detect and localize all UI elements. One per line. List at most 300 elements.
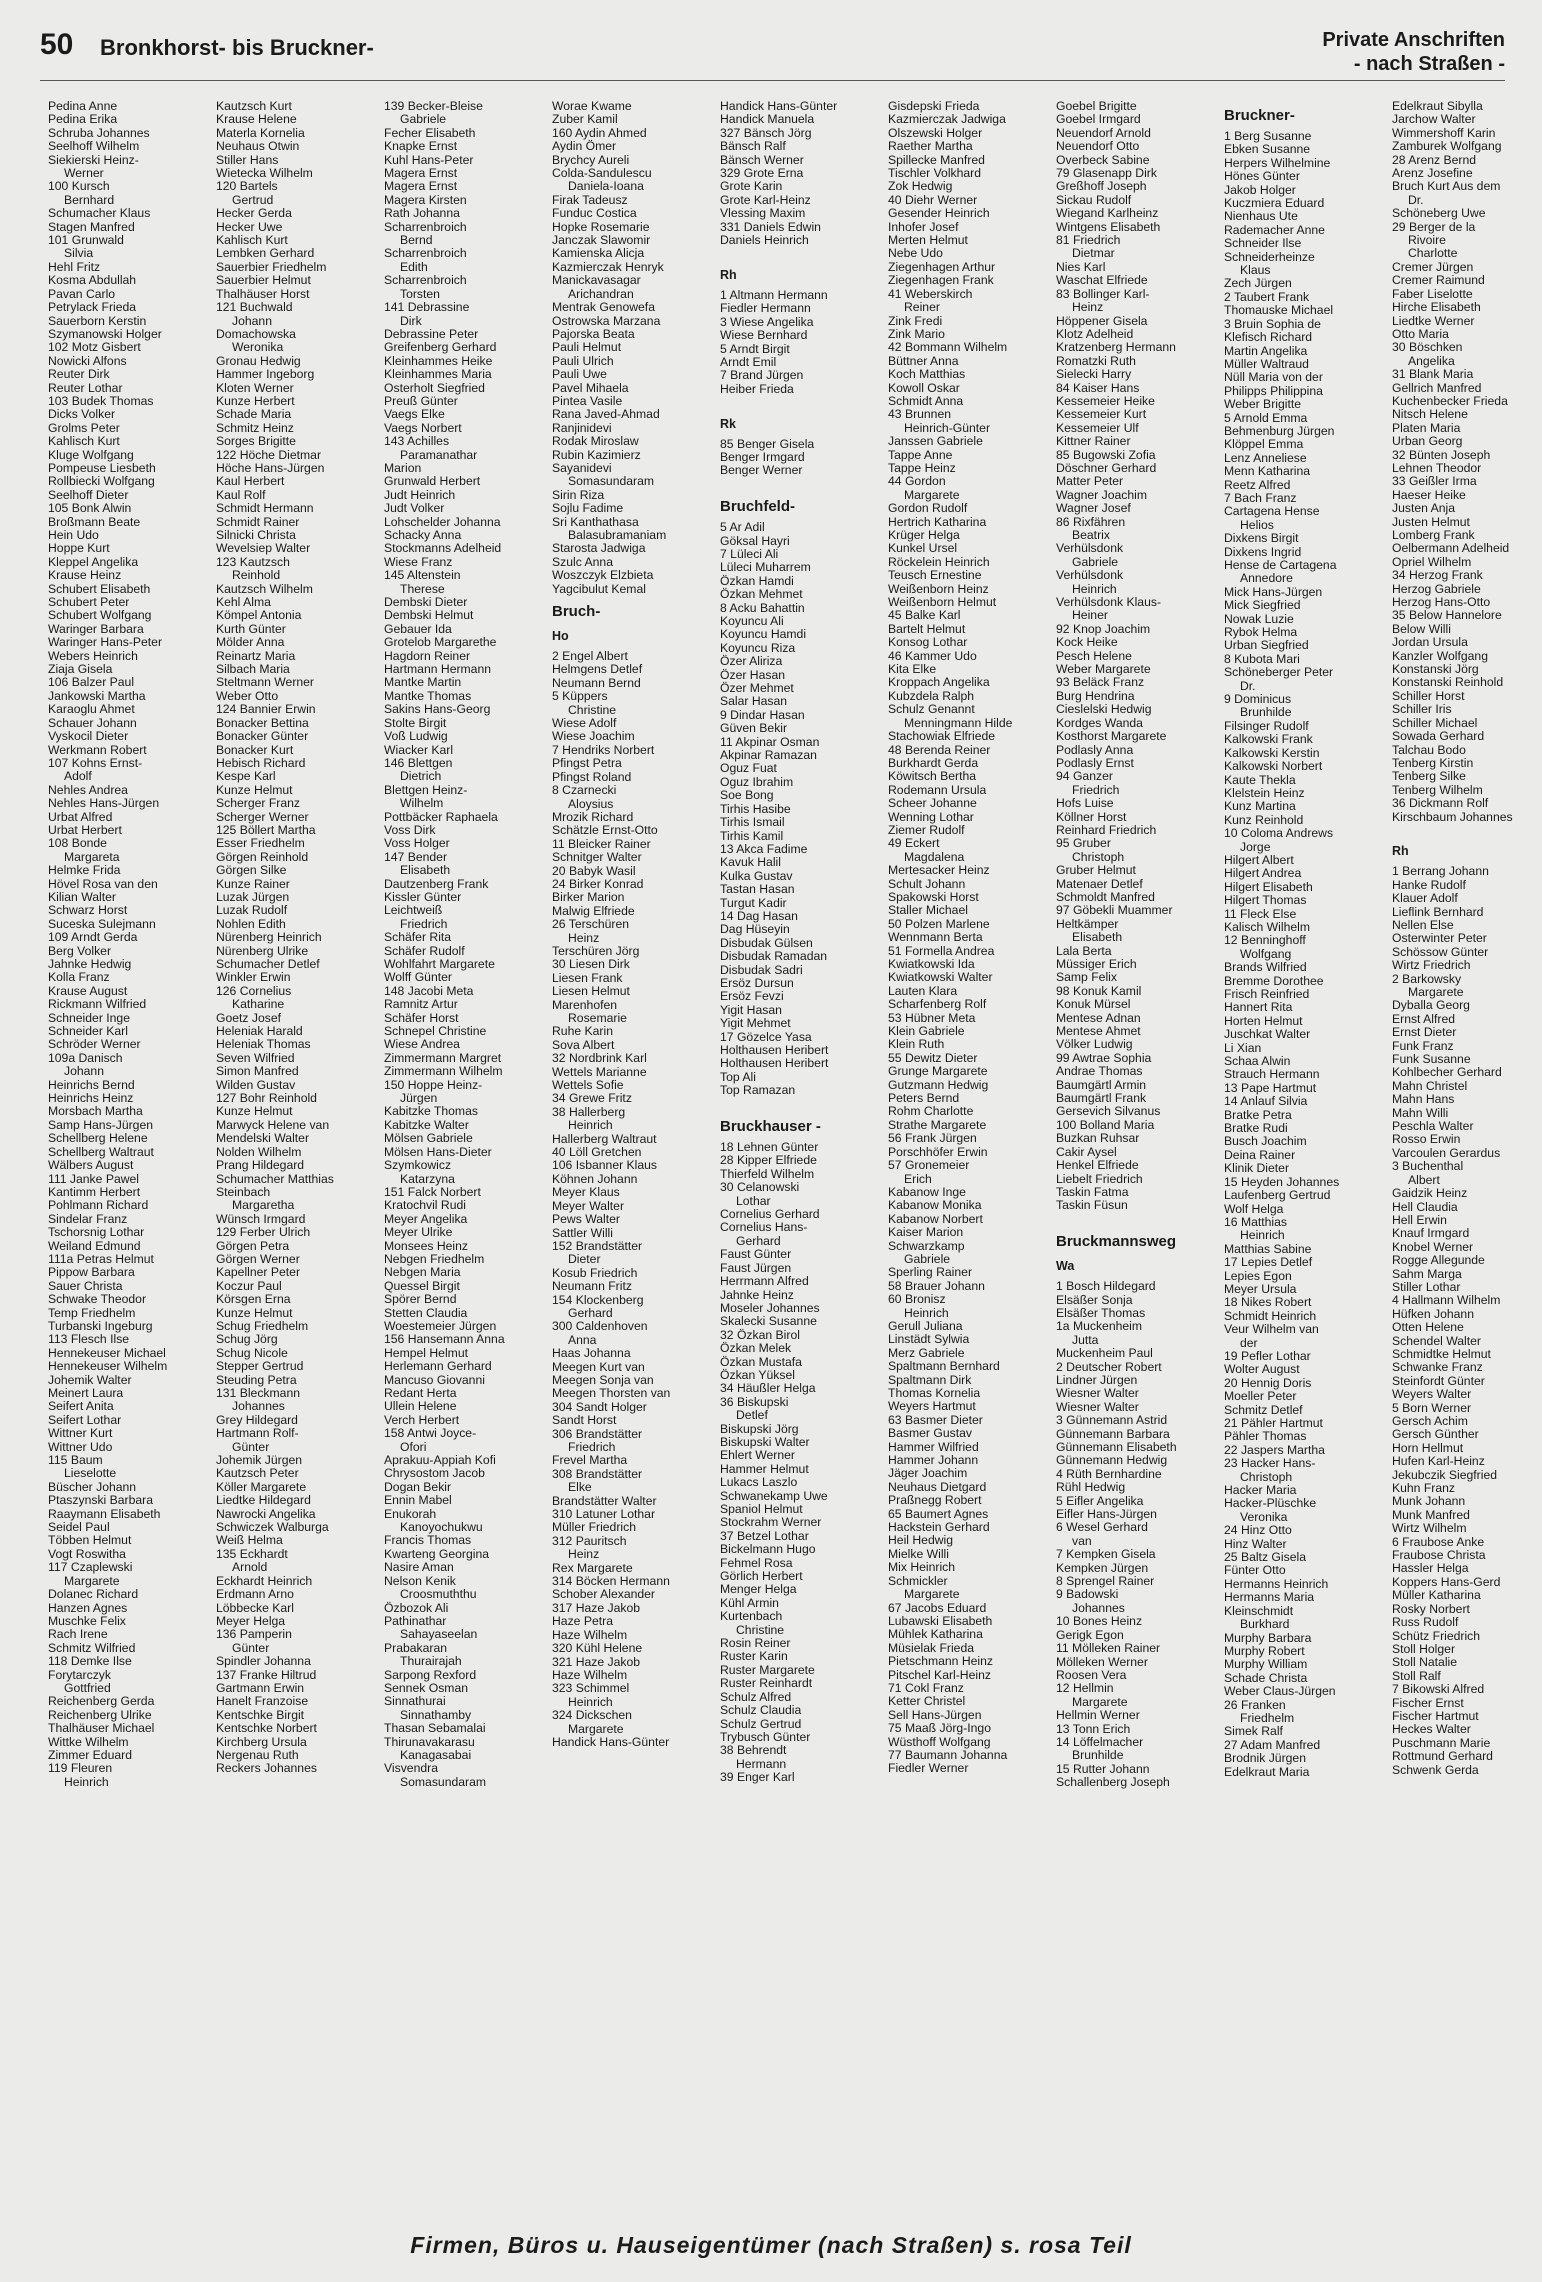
resident-entry: 6 Fraubose Anke <box>1392 1534 1485 1549</box>
resident-entry: Podlasly Ernst <box>1056 755 1134 770</box>
resident-entry: Spillecke Manfred <box>888 152 985 167</box>
resident-entry: Kuhl Hans-Peter <box>384 152 474 167</box>
resident-entry-continuation: Brunhilde <box>1072 1748 1124 1763</box>
resident-entry: Seelhoff Wilhelm <box>48 139 140 154</box>
resident-entry-continuation: Somasundaram <box>568 474 655 489</box>
resident-entry: Konuk Mürsel <box>1056 997 1131 1012</box>
resident-entry: Sowada Gerhard <box>1392 729 1485 744</box>
resident-entry: Osterholt Siegfried <box>384 380 485 395</box>
resident-entry-continuation: Lothar <box>736 1193 771 1208</box>
resident-entry: Koch Matthias <box>888 367 966 382</box>
resident-entry: 118 Demke Ilse <box>48 1654 132 1669</box>
resident-entry: Fischer Ernst <box>1392 1695 1464 1710</box>
resident-entry: Meyer Angelika <box>384 1211 468 1226</box>
resident-entry: Schumacher Klaus <box>48 206 151 221</box>
resident-entry: 141 Debrassine <box>384 300 470 315</box>
header-rule <box>40 80 1505 81</box>
resident-entry: Konsog Lothar <box>888 635 968 650</box>
resident-entry: 56 Frank Jürgen <box>888 1131 977 1146</box>
resident-entry: Schwake Theodor <box>48 1292 147 1307</box>
resident-entry: Goetz Josef <box>216 1010 282 1025</box>
resident-entry: Pauli Helmut <box>552 340 622 355</box>
resident-entry: 32 Nordbrink Karl <box>552 1051 647 1066</box>
resident-entry: Top Ramazan <box>720 1083 796 1098</box>
resident-entry: Reuter Lothar <box>48 380 123 395</box>
resident-entry: Urbat Alfred <box>48 809 113 824</box>
resident-entry: Merten Helmut <box>888 233 968 248</box>
resident-entry: Szymanowski Holger <box>48 326 162 341</box>
resident-entry: 48 Berenda Reiner <box>888 742 991 757</box>
resident-entry-continuation: Edith <box>400 259 428 274</box>
resident-entry: Schmitz Wilfried <box>48 1640 136 1655</box>
resident-entry: Klelstein Heinz <box>1224 785 1305 800</box>
resident-entry-continuation: Gerhard <box>568 1305 613 1320</box>
resident-entry: Heleniak Harald <box>216 1024 303 1039</box>
resident-entry: Wettels Marianne <box>552 1064 647 1079</box>
resident-entry: 13 Tonn Erich <box>1056 1721 1131 1736</box>
resident-entry: Hilgert Albert <box>1224 852 1294 867</box>
resident-entry: Schug Friedhelm <box>216 1318 309 1333</box>
resident-entry: Meyer Ulrike <box>384 1225 453 1240</box>
resident-entry: 15 Heyden Johannes <box>1224 1174 1340 1189</box>
resident-entry: Strathe Margarete <box>888 1117 987 1132</box>
resident-entry-continuation: Reiner <box>904 300 940 315</box>
resident-entry-continuation: Margarete <box>568 1721 624 1736</box>
resident-entry: Wimmershoff Karin <box>1392 125 1496 140</box>
resident-entry: Klöppel Emma <box>1224 437 1304 452</box>
resident-entry: 43 Brunnen <box>888 407 952 422</box>
resident-entry: Pews Walter <box>552 1212 620 1227</box>
resident-entry: Kunze Helmut <box>216 1104 293 1119</box>
resident-entry: Schneider Inge <box>48 1010 130 1025</box>
resident-entry: Neumann Bernd <box>552 675 641 690</box>
resident-entry: Ketter Christel <box>888 1694 966 1709</box>
resident-entry: Tappe Heinz <box>888 460 956 475</box>
resident-entry: 156 Hansemann Anna <box>384 1332 505 1347</box>
resident-entry: Schulz Genannt <box>888 702 975 717</box>
resident-entry: 9 Badowski <box>1056 1587 1119 1602</box>
resident-entry: Kleinhammes Maria <box>384 367 492 382</box>
section-title-line2: - nach Straßen - <box>1353 53 1505 75</box>
resident-entry: Talchau Bodo <box>1392 742 1466 757</box>
resident-entry: Johemik Jürgen <box>216 1453 303 1468</box>
resident-entry: Janssen Gabriele <box>888 434 983 449</box>
resident-entry: Fischer Hartmut <box>1392 1708 1479 1723</box>
resident-entry: 3 Bruin Sophia de <box>1224 316 1321 331</box>
resident-entry: 310 Latuner Lothar <box>552 1507 655 1522</box>
resident-entry: Gersevich Silvanus <box>1056 1104 1161 1119</box>
resident-entry: Esser Friedhelm <box>216 836 305 851</box>
resident-entry: 84 Kaiser Hans <box>1056 380 1140 395</box>
resident-entry: Disbudak Sadri <box>720 962 803 977</box>
resident-entry: Urbat Herbert <box>48 822 122 837</box>
resident-entry: 145 Altenstein <box>384 568 461 583</box>
resident-entry: Kirschbaum Johannes <box>1392 809 1513 824</box>
resident-entry-continuation: Margarete <box>904 1587 960 1602</box>
resident-entry: Dogan Bekir <box>384 1479 452 1494</box>
resident-entry: Sayanidevi <box>552 460 612 475</box>
resident-entry-continuation: Katharine <box>232 997 285 1012</box>
resident-entry: Weber Claus-Jürgen <box>1224 1684 1336 1699</box>
resident-entry: Pedina Anne <box>48 100 118 113</box>
resident-entry: Gerigk Egon <box>1056 1627 1124 1642</box>
resident-entry: 11 Akpinar Osman <box>720 734 820 749</box>
resident-entry: Kautzsch Kurt <box>216 100 292 113</box>
resident-entry-continuation: Hermann <box>736 1756 787 1771</box>
resident-entry: Kwiatkowski Ida <box>888 957 975 971</box>
resident-entry: Schellberg Helene <box>48 1131 148 1146</box>
resident-entry: Thalhäuser Horst <box>216 286 310 301</box>
resident-entry: 139 Becker-Bleise <box>384 100 483 113</box>
resident-entry: Sennek Osman <box>384 1680 469 1695</box>
resident-entry: Wiese Joachim <box>552 729 635 744</box>
resident-entry: Cakir Aysel <box>1056 1144 1117 1159</box>
resident-entry: Kautzsch Wilhelm <box>216 581 313 596</box>
resident-entry: Haze Petra <box>552 1614 613 1629</box>
resident-entry: Judt Heinrich <box>384 487 456 502</box>
resident-entry: 50 Polzen Marlene <box>888 916 990 931</box>
resident-entry: Büscher Johann <box>48 1479 137 1494</box>
resident-entry: Liedtke Werner <box>1392 313 1475 328</box>
resident-entry: Siekierski Heinz- <box>48 152 139 167</box>
resident-entry: Laufenberg Gertrud <box>1224 1188 1331 1203</box>
resident-entry: 103 Budek Thomas <box>48 393 154 408</box>
resident-entry: Yigit Mehmet <box>720 1016 791 1031</box>
resident-entry: Reinhard Friedrich <box>1056 822 1157 837</box>
resident-entry-continuation: Brunhilde <box>1240 705 1292 720</box>
resident-entry: Brychcy Aureli <box>552 152 630 167</box>
resident-entry: Platen Maria <box>1392 420 1461 435</box>
resident-entry: 7 Bikowski Alfred <box>1392 1682 1485 1697</box>
resident-entry: Fehmel Rosa <box>720 1555 793 1570</box>
resident-entry: Disbudak Gülsen <box>720 935 813 950</box>
resident-entry: Hammer Ingeborg <box>216 367 315 382</box>
resident-entry-continuation: Elisabeth <box>1072 930 1123 945</box>
resident-entry: Rubin Kazimierz <box>552 447 641 462</box>
resident-entry: Goebel Brigitte <box>1056 100 1137 113</box>
street-section-marker: Wa <box>1056 1259 1075 1274</box>
resident-entry: Verhülsdonk <box>1056 541 1124 556</box>
resident-entry: Menger Helga <box>720 1582 797 1597</box>
resident-entry: Scherger Werner <box>216 809 309 824</box>
resident-entry: Dixkens Ingrid <box>1224 544 1302 559</box>
resident-entry: Schulz Claudia <box>720 1703 802 1718</box>
resident-entry: Eifler Hans-Jürgen <box>1056 1507 1157 1522</box>
resident-entry: Neuendorf Otto <box>1056 139 1140 154</box>
resident-entry: Visvendra <box>384 1761 438 1776</box>
resident-entry: Gordon Rudolf <box>888 501 968 516</box>
resident-entry: Wettels Sofie <box>552 1078 624 1093</box>
resident-entry: Daniels Heinrich <box>720 233 809 248</box>
resident-entry: Reichenberg Gerda <box>48 1694 155 1709</box>
resident-entry: Fünter Otto <box>1224 1563 1286 1578</box>
resident-entry: 83 Bollinger Karl- <box>1056 286 1150 301</box>
resident-entry: 97 Göbekli Muammer <box>1056 903 1173 918</box>
resident-entry: Brands Wilfried <box>1224 960 1307 975</box>
resident-entry: Funduc Costica <box>552 206 637 221</box>
resident-entry: Nawrocki Angelika <box>216 1506 316 1521</box>
resident-entry: Nergenau Ruth <box>216 1747 299 1762</box>
resident-entry: Hilgert Elisabeth <box>1224 879 1313 894</box>
resident-entry: Muckenheim Paul <box>1056 1346 1153 1361</box>
resident-entry: Krüger Helga <box>888 528 960 542</box>
resident-entry: Nitsch Helene <box>1392 407 1468 422</box>
resident-entry: Thomas Kornelia <box>888 1386 981 1400</box>
resident-entry: Wiacker Karl <box>384 742 454 757</box>
resident-entry: Magera Kirsten <box>384 192 467 207</box>
resident-entry: Szymkowicz <box>384 1158 452 1173</box>
resident-entry: Tschorsnig Lothar <box>48 1225 145 1240</box>
resident-entry: Bratke Petra <box>1224 1107 1292 1122</box>
resident-entry: Jankowski Martha <box>48 688 146 703</box>
resident-entry: Rodak Miroslaw <box>552 434 639 449</box>
resident-entry: Schwarzkamp <box>888 1238 965 1253</box>
resident-entry: 125 Böllert Martha <box>216 822 316 837</box>
resident-entry: Nohlen Edith <box>216 916 286 931</box>
resident-entry: Fiedler Werner <box>888 1761 969 1776</box>
resident-entry: Kespe Karl <box>216 769 276 784</box>
resident-entry: Hopke Rosemarie <box>552 219 650 234</box>
resident-entry: 152 Brandstätter <box>552 1238 643 1253</box>
resident-entry: Cremer Raimund <box>1392 273 1485 288</box>
resident-entry: Haeser Heike <box>1392 487 1466 502</box>
resident-entry: Opriel Wilhelm <box>1392 554 1472 569</box>
resident-entry-continuation: der <box>1240 1335 1258 1350</box>
resident-entry: Samp Hans-Jürgen <box>48 1117 153 1132</box>
resident-entry: 71 Cokl Franz <box>888 1680 964 1695</box>
resident-entry: Nüll Maria von der <box>1224 370 1323 385</box>
resident-entry: Ebken Susanne <box>1224 142 1311 157</box>
resident-entry: Podlasly Anna <box>1056 742 1134 757</box>
resident-entry: Nowak Luzie <box>1224 611 1294 626</box>
resident-entry: Pähler Thomas <box>1224 1429 1307 1444</box>
resident-entry: Hövel Rosa van den <box>48 876 158 891</box>
resident-entry: 7 Kempken Gisela <box>1056 1547 1156 1562</box>
resident-entry: Heinrichs Bernd <box>48 1077 135 1092</box>
resident-entry: Mahn Hans <box>1392 1092 1455 1107</box>
resident-entry: Schumacher Matthias <box>216 1171 334 1186</box>
resident-entry: Körsgen Erna <box>216 1292 291 1307</box>
resident-entry: Greßhoff Joseph <box>1056 179 1147 194</box>
resident-entry: Hoppe Kurt <box>48 541 110 556</box>
resident-entry: Gruber Helmut <box>1056 863 1136 878</box>
resident-entry: Kwarteng Georgina <box>384 1546 490 1561</box>
resident-entry: Stoll Ralf <box>1392 1668 1441 1683</box>
resident-entry: Winkler Erwin <box>216 970 291 985</box>
resident-entry: Dembski Helmut <box>384 608 474 623</box>
resident-entry: Sarpong Rexford <box>384 1667 477 1682</box>
resident-entry: Grunge Margarete <box>888 1064 988 1079</box>
resident-entry-continuation: Anna <box>568 1332 597 1347</box>
resident-entry: Schwiczek Walburga <box>216 1520 329 1535</box>
resident-entry: Worae Kwame <box>552 100 632 113</box>
resident-entry: Ruster Karin <box>720 1649 788 1664</box>
resident-entry: Ersöz Fevzi <box>720 989 784 1004</box>
resident-entry: Rex Margarete <box>552 1560 633 1575</box>
resident-entry: 16 Matthias <box>1224 1214 1288 1229</box>
resident-entry: Bruch Kurt Aus dem <box>1392 179 1501 194</box>
resident-entry: Funk Susanne <box>1392 1052 1471 1067</box>
resident-entry-continuation: Heinrich <box>1072 581 1117 596</box>
resident-entry: Kittner Rainer <box>1056 434 1131 449</box>
resident-entry: Pavan Carlo <box>48 286 116 301</box>
resident-entry: Ziegenhagen Frank <box>888 273 994 288</box>
resident-entry: Hennekeuser Wilhelm <box>48 1359 168 1374</box>
resident-entry: Holthausen Heribert <box>720 1043 829 1057</box>
resident-entry-continuation: Silvia <box>64 246 94 261</box>
resident-entry: Waringer Hans-Peter <box>48 635 163 650</box>
resident-entry: Tischler Volkhard <box>888 166 982 181</box>
resident-entry: Schnitger Walter <box>552 850 642 865</box>
page-number: 50 <box>40 28 74 61</box>
resident-entry: Mentrak Genowefa <box>552 300 655 315</box>
resident-entry: Haze Wilhelm <box>552 1667 628 1682</box>
resident-entry: Hallerberg Waltraut <box>552 1131 657 1146</box>
resident-entry: Neuhaus Otwin <box>216 139 300 154</box>
resident-entry: 9 Dominicus <box>1224 692 1292 707</box>
resident-entry: Haas Johanna <box>552 1346 631 1361</box>
resident-entry: Kamienska Alicja <box>552 246 645 261</box>
resident-entry: Hammer Helmut <box>720 1461 809 1476</box>
resident-entry: Jarchow Walter <box>1392 112 1476 127</box>
resident-entry: Schöneberger Peter <box>1224 665 1334 680</box>
resident-entry: Wohlfahrt Margarete <box>384 957 495 971</box>
resident-entry-continuation: Friedrich <box>400 916 448 931</box>
resident-entry: Pesch Helene <box>1056 648 1132 663</box>
resident-entry: 51 Formella Andrea <box>888 943 995 958</box>
resident-entry: Mahn Willi <box>1392 1105 1449 1120</box>
resident-entry-continuation: Kanagasabai <box>400 1747 472 1762</box>
resident-entry: Schallenberg Joseph <box>1056 1775 1170 1790</box>
resident-entry: Meegen Kurt van <box>552 1359 645 1374</box>
resident-entry-continuation: Wolfgang <box>1240 946 1292 961</box>
resident-entry: Schätzle Ernst-Otto <box>552 823 658 838</box>
resident-entry: Zimmer Eduard <box>48 1747 132 1762</box>
resident-entry-continuation: Albert <box>1408 1172 1440 1187</box>
resident-entry: Ramnitz Artur <box>384 997 458 1012</box>
resident-entry: Schmidtke Helmut <box>1392 1346 1491 1361</box>
resident-entry: 85 Bugowski Zofia <box>1056 447 1156 462</box>
resident-entry: Özer Hasan <box>720 667 786 682</box>
resident-entry-continuation: Somasundaram <box>400 1774 487 1789</box>
resident-entry: Stiller Lothar <box>1392 1279 1461 1294</box>
resident-entry: Heil Hedwig <box>888 1533 954 1548</box>
resident-entry: Waringer Barbara <box>48 621 144 636</box>
resident-entry: Wirtz Wilhelm <box>1392 1521 1467 1536</box>
resident-entry: 160 Aydin Ahmed <box>552 125 647 140</box>
resident-entry: Hermanns Heinrich <box>1224 1576 1329 1591</box>
resident-entry: Luzak Jürgen <box>216 889 290 904</box>
resident-entry: Arenz Josefine <box>1392 166 1473 181</box>
resident-entry: Herlemann Gerhard <box>384 1359 492 1374</box>
resident-entry: Handick Hans-Günter <box>720 100 838 113</box>
resident-entry: Olszewski Holger <box>888 125 983 140</box>
resident-entry: Rosin Reiner <box>720 1636 791 1651</box>
resident-entry: Kaiser Marion <box>888 1225 964 1240</box>
resident-entry: 81 Friedrich <box>1056 233 1121 248</box>
resident-entry: 38 Hallerberg <box>552 1104 626 1119</box>
resident-entry <box>1392 824 1540 837</box>
resident-entry: Lehnen Theodor <box>1392 460 1482 475</box>
resident-entry: Kessemeier Heike <box>1056 393 1155 408</box>
page-range-title: Bronkhorst- bis Bruckner- <box>100 35 374 60</box>
resident-entry: 23 Hacker Hans- <box>1224 1456 1316 1471</box>
resident-entry <box>720 478 868 491</box>
resident-entry: 93 Beläck Franz <box>1056 675 1145 690</box>
resident-entry-continuation: Aloysius <box>568 796 614 811</box>
resident-entry: Sauer Christa <box>48 1278 123 1293</box>
resident-entry-continuation: Heinz <box>568 1547 600 1562</box>
resident-entry: Erdmann Arno <box>216 1587 294 1602</box>
resident-entry: Spindler Johanna <box>216 1654 311 1669</box>
resident-entry: Grote Karin <box>720 179 783 194</box>
resident-entry: Horten Helmut <box>1224 1013 1303 1028</box>
resident-entry: 100 Bolland Maria <box>1056 1117 1155 1132</box>
resident-entry: Below Willi <box>1392 621 1451 636</box>
resident-entry: Kohlbecher Gerhard <box>1392 1065 1502 1080</box>
resident-entry: Schober Alexander <box>552 1587 655 1602</box>
resident-entry: Basmer Gustav <box>888 1426 972 1441</box>
resident-entry: 136 Pamperin <box>216 1627 292 1642</box>
resident-entry: Ptaszynski Barbara <box>48 1493 153 1508</box>
resident-entry: 63 Basmer Dieter <box>888 1412 983 1427</box>
resident-entry: Kentschke Birgit <box>216 1707 305 1722</box>
resident-entry-continuation: Johannes <box>232 1399 285 1414</box>
resident-entry-continuation: Dietrich <box>400 769 442 784</box>
resident-entry: Magera Ernst <box>384 166 458 181</box>
resident-entry: Schütz Friedrich <box>1392 1628 1481 1643</box>
resident-entry: Justen Helmut <box>1392 514 1470 529</box>
resident-entry: Oguz Fuat <box>720 761 777 776</box>
resident-entry: Schauer Johann <box>48 715 137 730</box>
resident-entry: Marwyck Helene van <box>216 1117 330 1132</box>
resident-entry: 92 Knop Joachim <box>1056 621 1151 636</box>
resident-entry: Murphy Barbara <box>1224 1630 1312 1645</box>
resident-entry: Oelbermann Adelheid <box>1392 541 1510 556</box>
resident-entry: Kalisch Wilhelm <box>1224 919 1311 934</box>
resident-entry: 39 Enger Karl <box>720 1770 795 1785</box>
resident-entry: Hacker-Plüschke <box>1224 1496 1317 1511</box>
resident-entry: 4 Hallmann Wilhelm <box>1392 1293 1501 1308</box>
resident-entry: Schwanekamp Uwe <box>720 1488 828 1503</box>
resident-entry: Martin Angelika <box>1224 343 1308 358</box>
resident-entry: 314 Böcken Hermann <box>552 1574 670 1589</box>
resident-entry: 60 Bronisz <box>888 1292 946 1307</box>
resident-entry: Reckers Johannes <box>216 1761 317 1776</box>
resident-entry: 1 Berrang Johann <box>1392 864 1489 879</box>
resident-entry: Moeller Peter <box>1224 1389 1297 1404</box>
resident-entry: Aydin Ömer <box>552 139 617 154</box>
resident-entry: Schulz Gertrud <box>720 1716 802 1731</box>
resident-entry: Szulc Anna <box>552 554 613 569</box>
resident-entry: Schendel Walter <box>1392 1333 1481 1348</box>
directory-column <box>48 100 196 2195</box>
resident-entry: Akpinar Ramazan <box>720 748 817 763</box>
resident-entry: Pauli Uwe <box>552 367 607 382</box>
resident-entry: Gronau Hedwig <box>216 353 301 368</box>
resident-entry: Taskin Fatma <box>1056 1184 1129 1199</box>
resident-entry: Gartmann Erwin <box>216 1680 305 1695</box>
resident-entry: Nehles Hans-Jürgen <box>48 796 160 811</box>
resident-entry: Hartmann Hermann <box>384 662 492 677</box>
directory-column <box>720 100 868 2195</box>
resident-entry: Stolte Birgit <box>384 715 447 730</box>
resident-entry: Gersch Achim <box>1392 1414 1468 1428</box>
resident-entry: Hanelt Franzoise <box>216 1694 309 1709</box>
resident-entry: Konstanski Reinhold <box>1392 675 1504 690</box>
street-heading: Bruckhauser - <box>720 1118 821 1136</box>
resident-entry: 129 Ferber Ulrich <box>216 1225 311 1240</box>
